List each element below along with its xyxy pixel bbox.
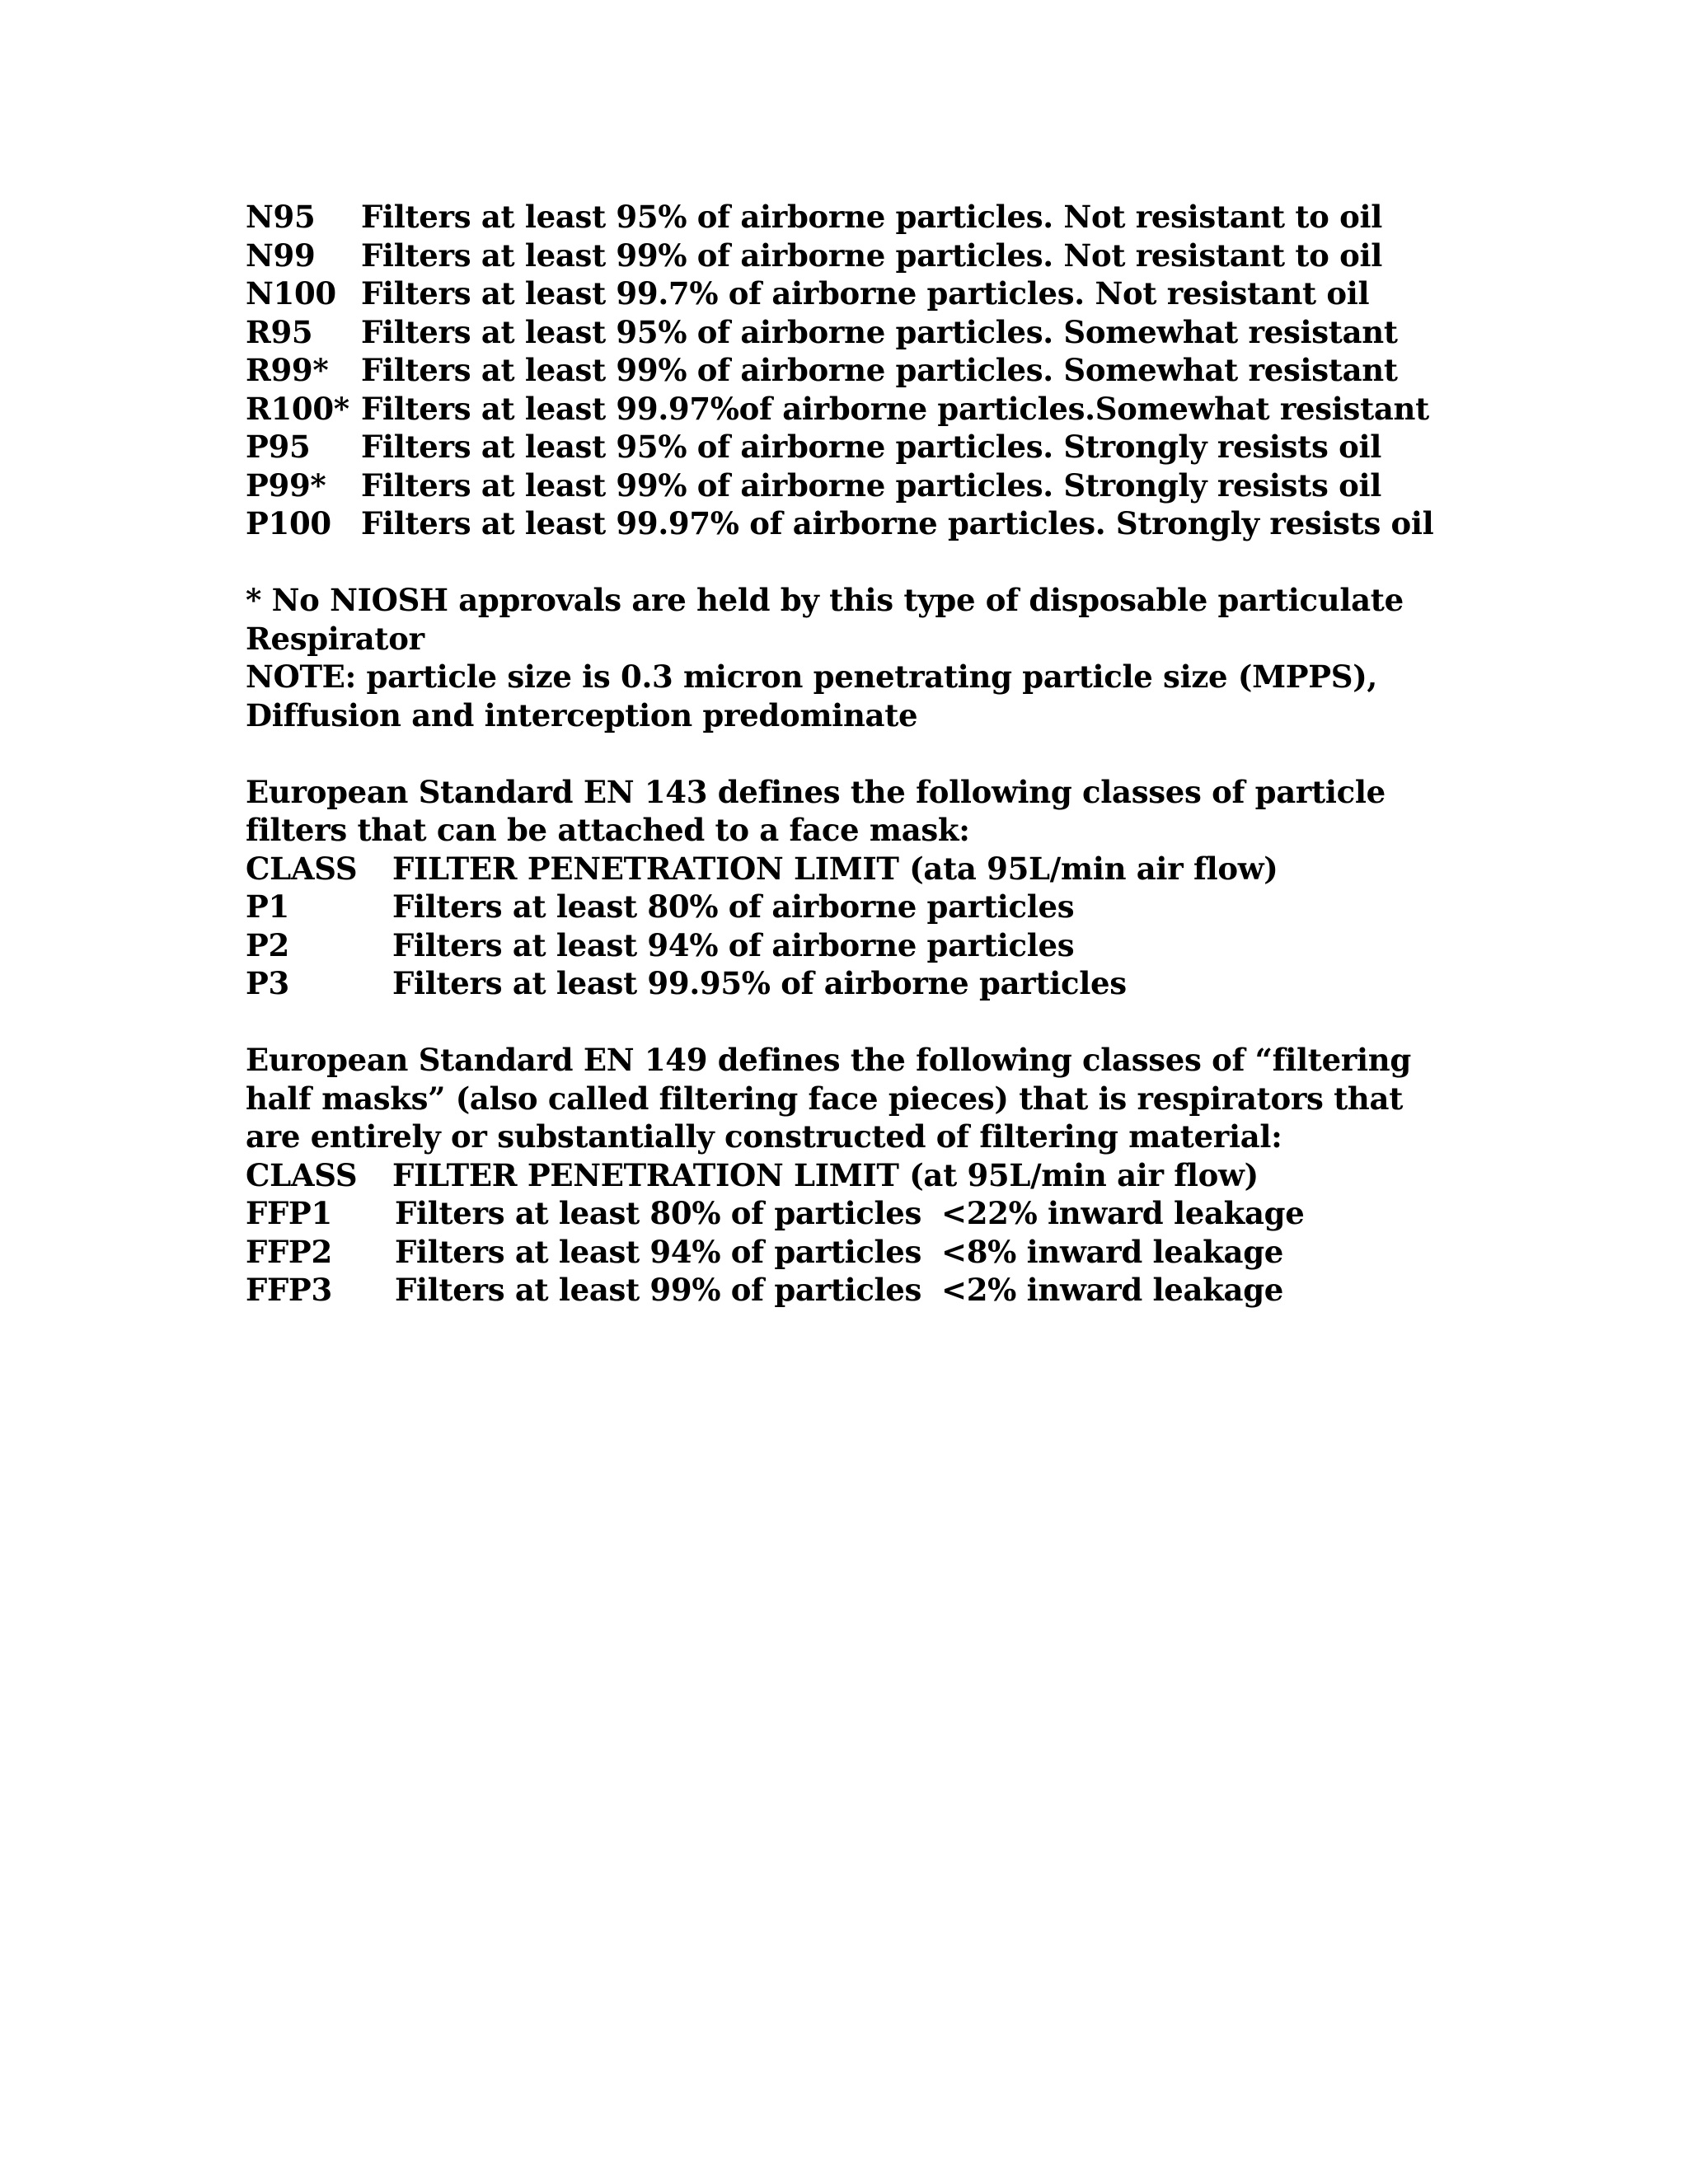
rating-text: Filters at least 99% of airborne particles. Strongly resists oil <box>361 466 1381 504</box>
rating-text: Filters at least 99% of airborne particles. Somewhat resistant <box>361 352 1398 388</box>
rating-code: N95 <box>246 199 316 235</box>
header-class: CLASS <box>246 1156 358 1193</box>
footnote-block <box>246 581 1449 734</box>
section-intro: half masks” (also called filtering face pieces) that is respirators that <box>246 1080 1404 1117</box>
spacer <box>246 1003 1449 1042</box>
rating-code: N99 <box>246 237 316 274</box>
rating-code: P100 <box>246 505 331 541</box>
class-leakage: <8% inward leakage <box>941 1233 1284 1270</box>
footnote-line: Respirator <box>246 620 424 657</box>
table-header <box>246 1156 1449 1195</box>
rating-row <box>246 390 1449 429</box>
class-code: P1 <box>246 888 289 925</box>
header-limit: FILTER PENETRATION LIMIT (at 95L/min air flow) <box>392 1156 1259 1193</box>
rating-text: Filters at least 95% of airborne particles. Strongly resists oil <box>361 429 1381 465</box>
rating-code: R99* <box>246 352 329 388</box>
rating-text: Filters at least 95% of airborne particles. Somewhat resistant <box>361 313 1398 350</box>
class-filter: Filters at least 94% of particles <box>395 1233 922 1270</box>
rating-row <box>246 351 1449 390</box>
rating-text: Filters at least 99% of airborne particles. Not resistant to oil <box>361 237 1383 274</box>
rating-row <box>246 198 1449 237</box>
header-class: CLASS <box>246 850 358 887</box>
class-code: FFP2 <box>246 1233 332 1270</box>
note-line: Diffusion and interception predominate <box>246 696 918 733</box>
spacer <box>246 734 1449 773</box>
rating-row <box>246 313 1449 352</box>
table-row <box>246 1194 1449 1233</box>
table-row <box>246 1271 1449 1310</box>
section-intro: are entirely or substantially constructed of filtering material: <box>246 1118 1282 1155</box>
class-text: Filters at least 99.95% of airborne particles <box>392 965 1127 1001</box>
header-limit: FILTER PENETRATION LIMIT (ata 95L/min air flow) <box>392 850 1278 887</box>
class-code: FFP1 <box>246 1195 332 1231</box>
footnote-line: * No NIOSH approvals are held by this type of disposable particulate <box>246 582 1404 618</box>
section-intro: European Standard EN 149 defines the following classes of “filtering <box>246 1042 1411 1078</box>
class-code: P3 <box>246 965 289 1001</box>
class-leakage: <22% inward leakage <box>941 1195 1305 1231</box>
rating-text: Filters at least 99.97%of airborne particles.Somewhat resistant <box>361 390 1429 427</box>
rating-code: P99* <box>246 466 326 504</box>
rating-row <box>246 237 1449 275</box>
table-row <box>246 926 1449 965</box>
rating-row <box>246 466 1449 505</box>
rating-code: N100 <box>246 275 336 312</box>
class-text: Filters at least 80% of airborne particles <box>392 888 1075 925</box>
section-intro: European Standard EN 143 defines the following classes of particle <box>246 773 1386 810</box>
rating-row <box>246 428 1449 466</box>
class-leakage: <2% inward leakage <box>941 1272 1284 1308</box>
class-code: FFP3 <box>246 1272 332 1308</box>
spacer <box>246 543 1449 582</box>
rating-row <box>246 504 1449 543</box>
section-intro: filters that can be attached to a face mask: <box>246 812 970 848</box>
class-filter: Filters at least 99% of particles <box>395 1272 922 1308</box>
en149-section <box>246 1041 1449 1310</box>
rating-text: Filters at least 99.7% of airborne particles. Not resistant oil <box>361 275 1370 312</box>
table-row <box>246 1233 1449 1272</box>
rating-text: Filters at least 95% of airborne particles. Not resistant to oil <box>361 199 1383 235</box>
document-page <box>246 198 1449 1310</box>
class-filter: Filters at least 80% of particles <box>395 1195 922 1231</box>
rating-code: R95 <box>246 313 313 350</box>
class-code: P2 <box>246 926 289 963</box>
table-row <box>246 888 1449 926</box>
note-line: NOTE: particle size is 0.3 micron penetrating particle size (MPPS), <box>246 658 1377 695</box>
en143-section <box>246 773 1449 1003</box>
table-row <box>246 964 1449 1003</box>
table-header <box>246 850 1449 888</box>
class-text: Filters at least 94% of airborne particles <box>392 926 1075 963</box>
rating-code: P95 <box>246 429 311 465</box>
niosh-ratings-list <box>246 198 1449 543</box>
rating-code: R100* <box>246 390 349 427</box>
rating-text: Filters at least 99.97% of airborne particles. Strongly resists oil <box>361 505 1434 541</box>
rating-row <box>246 274 1449 313</box>
